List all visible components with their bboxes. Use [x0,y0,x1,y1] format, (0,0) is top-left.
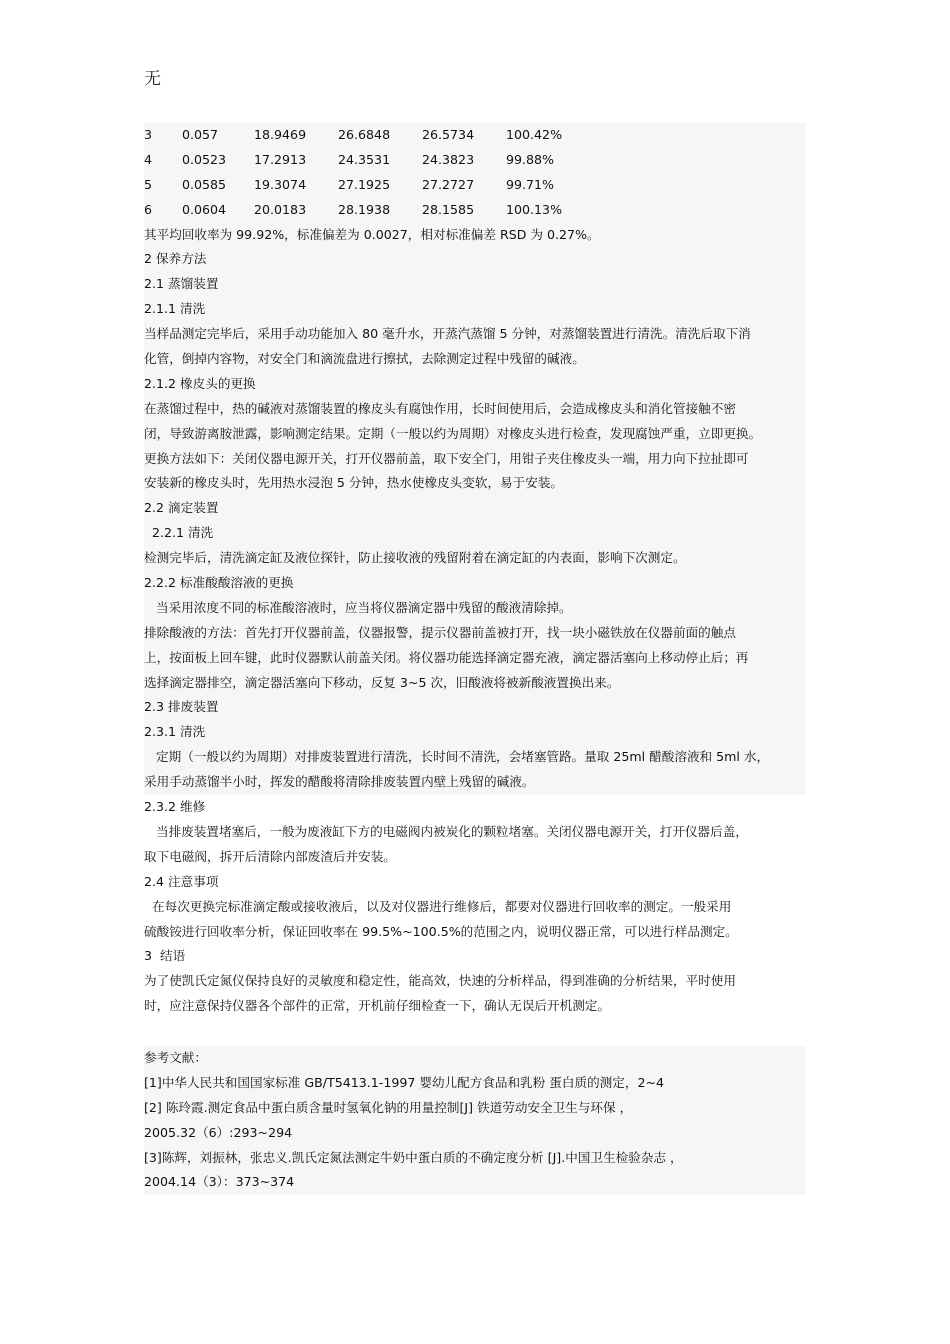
body-text [144,223,806,1020]
text-line: 当采用浓度不同的标准酸溶液时，应当将仪器滴定器中残留的酸液清除掉。 [144,599,572,615]
text-line: 取下电磁阀，拆开后清除内部废渣后并安装。 [144,848,396,864]
text-line: 2 保养方法 [144,251,207,267]
text-line: 化管，倒掉内容物，对安全门和滴流盘进行擦拭，去除测定过程中残留的碱液。 [144,351,585,367]
table-cell: 19.3074 [254,176,307,192]
text-line: 检测完毕后，清洗滴定缸及液位探针，防止接收液的残留附着在滴定缸的内表面，影响下次测定。 [144,550,686,566]
text-line: 闭，导致游离胺泄露，影响测定结果。定期（一般以约为周期）对橡皮头进行检查，发现腐蚀严重，立即更换。 [144,425,762,441]
text-line: 安装新的橡皮头时，先用热水浸泡 5 分钟，热水使橡皮头变软，易于安装。 [144,475,564,491]
text-line: 2.1.2 橡皮头的更换 [144,375,256,391]
text-line: 其平均回收率为 99.92%，标准偏差为 0.0027，相对标准偏差 RSD 为 0.27%。 [144,226,600,242]
table-row [144,148,806,173]
table-row [144,173,806,198]
reference-item: 2005.32（6）:293~294 [144,1124,293,1140]
references-heading: 参考文献： [144,1050,207,1065]
table-cell: 20.0183 [254,201,307,217]
table-cell: 99.71% [506,176,555,192]
table-cell: 27.1925 [338,176,391,192]
table-cell: 17.2913 [254,151,307,167]
table-cell: 28.1938 [338,201,391,217]
references-section [144,1046,806,1195]
text-line: 时，应注意保持仪器各个部件的正常，开机前仔细检查一下，确认无误后开机测定。 [144,998,610,1014]
text-line: 2.3.2 维修 [144,799,206,815]
text-line: 2.4 注意事项 [144,873,219,889]
text-line: 当样品测定完毕后，采用手动功能加入 80 毫升水，开蒸汽蒸馏 5 分钟，对蒸馏装置进行清洗。清洗后取下消 [144,326,751,342]
table-cell: 24.3823 [422,151,475,167]
text-line: 上，按面板上回车键，此时仪器默认前盖关闭。将仪器功能选择滴定器充液，滴定器活塞向上移动停止后；再 [144,649,749,665]
text-line: 在蒸馏过程中，热的碱液对蒸馏装置的橡皮头有腐蚀作用，长时间使用后，会造成橡皮头和消化管接触不密 [144,400,736,416]
text-line: 为了使凯氏定氮仪保持良好的灵敏度和稳定性，能高效，快速的分析样品，得到准确的分析结果，平时使用 [144,973,736,989]
table-cell: 18.9469 [254,127,307,142]
table-cell: 100.13% [506,201,563,217]
table-cell: 0.057 [182,127,219,142]
table-cell: 26.5734 [422,127,475,142]
table-row [144,123,806,148]
table-cell: 0.0604 [182,201,227,217]
table-cell: 99.88% [506,151,555,167]
reference-item: [1]中华人民共和国国家标准 GB/T5413.1-1997 婴幼儿配方食品和乳粉 蛋白质的测定，2~4 [144,1074,665,1090]
text-line: 排除酸液的方法：首先打开仪器前盖，仪器报警，提示仪器前盖被打开，找一块小磁铁放在仪器前面的触点 [144,624,736,640]
table-cell: 26.6848 [338,127,391,142]
table-cell: 4 [144,151,153,167]
document-body [144,123,806,1014]
text-line: 2.2.1 清洗 [144,525,214,541]
text-line: 3 结语 [144,948,186,964]
page-header-mark: 无 [144,69,161,89]
reference-item: 2004.14（3）：373~374 [144,1174,295,1190]
text-line: 当排废装置堵塞后，一般为废液缸下方的电磁阀内被炭化的颗粒堵塞。关闭仪器电源开关，打开仪器后盖， [144,823,748,839]
table-cell: 0.0523 [182,151,227,167]
text-line: 2.1.1 清洗 [144,301,206,317]
text-line: 更换方法如下：关闭仪器电源开关，打开仪器前盖，取下安全门，用钳子夹住橡皮头一端，用力向下拉扯即可 [144,450,749,466]
text-line: 选择滴定器排空，滴定器活塞向下移动，反复 3~5 次，旧酸液将被新酸液置换出来。 [144,674,620,690]
text-line: 定期（一般以约为周期）对排废装置进行清洗，长时间不清洗，会堵塞管路。量取 25ml 醋酸溶液和 5ml 水， [144,749,770,765]
table-cell: 6 [144,201,153,217]
table-cell: 27.2727 [422,176,475,192]
table-row [144,198,806,223]
references-list [144,1071,806,1195]
text-line: 2.3 排废装置 [144,699,219,715]
reference-item: [3]陈辉，刘振林，张忠义.凯氏定氮法测定牛奶中蛋白质的不确定度分析 [J].中国卫生检验杂志 ， [144,1149,683,1165]
text-line: 在每次更换完标准滴定酸或接收液后，以及对仪器进行维修后，都要对仪器进行回收率的测定。一般采用 [144,898,732,914]
recovery-table [144,123,806,223]
text-line: 2.3.1 清洗 [144,724,206,740]
table-cell: 24.3531 [338,151,391,167]
table-cell: 28.1585 [422,201,475,217]
text-line: 硫酸铵进行回收率分析，保证回收率在 99.5%~100.5%的范围之内，说明仪器正常，可以进行样品测定。 [144,923,738,939]
table-cell: 0.0585 [182,176,227,192]
text-line: 2.1 蒸馏装置 [144,276,219,292]
table-cell: 3 [144,127,153,142]
table-cell: 100.42% [506,127,563,142]
text-line: 采用手动蒸馏半小时，挥发的醋酸将清除排废装置内壁上残留的碱液。 [144,774,535,790]
text-line: 2.2.2 标准酸酸溶液的更换 [144,575,294,591]
table-cell: 5 [144,176,153,192]
reference-item: [2] 陈玲霞.测定食品中蛋白质含量时氢氧化钠的用量控制[J] 铁道劳动安全卫生与环保 ， [144,1099,633,1115]
text-line: 2.2 滴定装置 [144,500,219,516]
